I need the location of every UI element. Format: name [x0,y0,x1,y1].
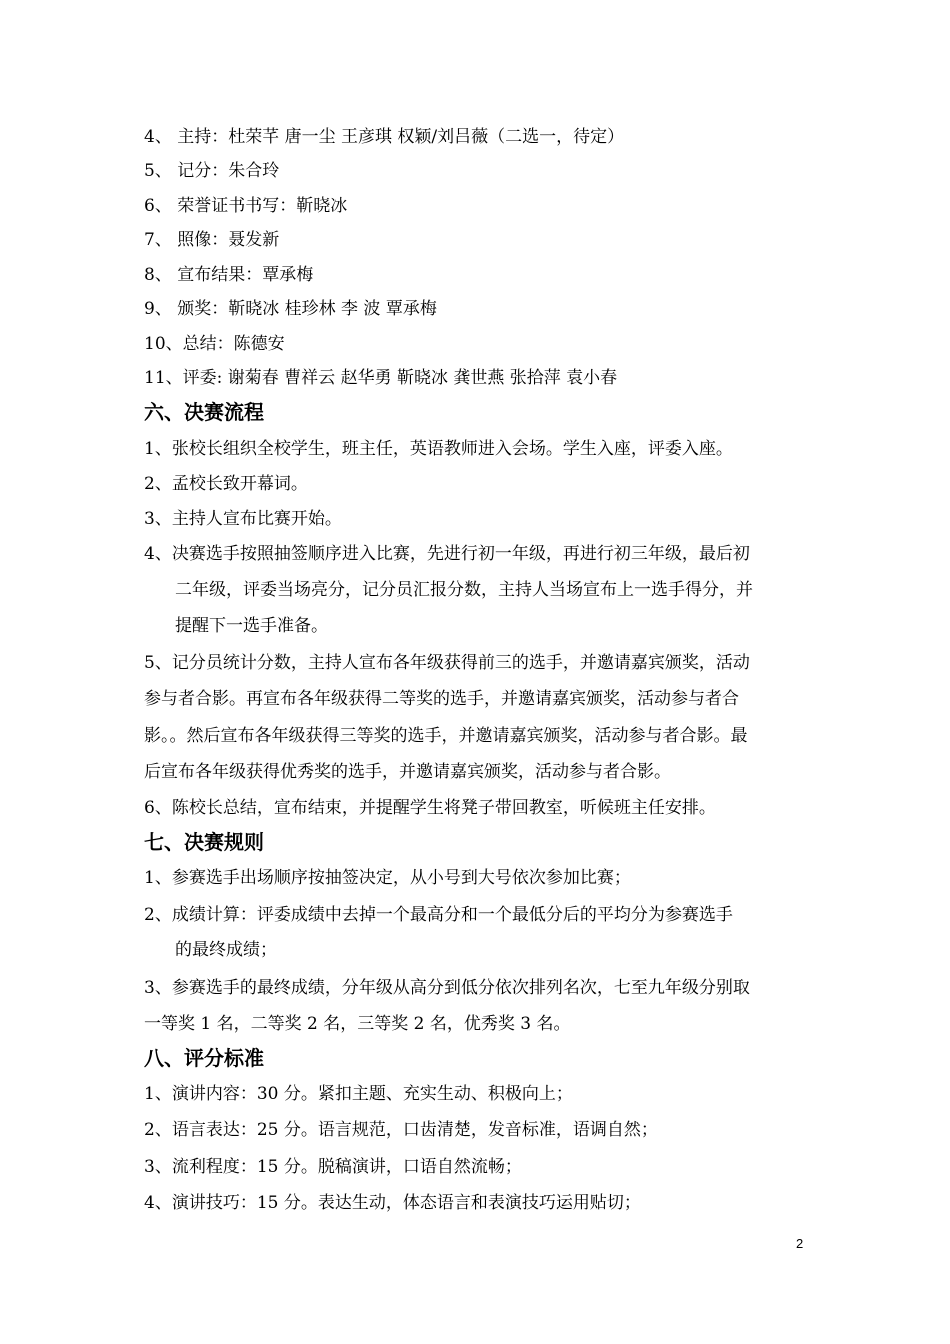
section-heading-scoring-criteria: 八、评分标准 [144,1046,264,1070]
list-item-continuation: 提醒下一选手准备。 [175,616,328,636]
list-item: 1、演讲内容：30 分。紧扣主题、充实生动、积极向上； [144,1084,573,1104]
list-item: 4、演讲技巧：15 分。表达生动，体态语言和表演技巧运用贴切； [144,1193,641,1213]
staff-item-judges: 11、评委: 谢菊春 曹祥云 赵华勇 靳晓冰 龚世燕 张拾萍 袁小春 [144,368,618,388]
list-item: 2、成绩计算：评委成绩中去掉一个最高分和一个最低分后的平均分为参赛选手 [144,905,733,925]
list-item: 1、张校长组织全校学生，班主任，英语教师进入会场。学生入座，评委入座。 [144,439,733,459]
list-item-continuation: 参与者合影。再宣布各年级获得二等奖的选手，并邀请嘉宾颁奖，活动参与者合 [144,689,739,709]
list-item: 3、流利程度：15 分。脱稿演讲，口语自然流畅； [144,1157,522,1177]
list-item: 4、决赛选手按照抽签顺序进入比赛，先进行初一年级，再进行初三年级，最后初 [144,544,750,564]
staff-item-award: 9、 颁奖：靳晓冰 桂珍林 李 波 覃承梅 [144,299,437,319]
staff-item-host: 4、 主持：杜荣芊 唐一尘 王彦琪 权颖/刘吕薇（二选一，待定） [144,127,625,147]
staff-item-summary: 10、总结：陈德安 [144,334,285,354]
staff-item-certificate: 6、 荣誉证书书写：靳晓冰 [144,196,348,216]
list-item-continuation: 的最终成绩； [175,940,277,960]
list-item-continuation: 二年级，评委当场亮分，记分员汇报分数，主持人当场宣布上一选手得分，并 [175,580,753,600]
section-heading-final-rules: 七、决赛规则 [144,830,264,854]
list-item-continuation: 一等奖 1 名，二等奖 2 名，三等奖 2 名，优秀奖 3 名。 [144,1014,571,1034]
list-item-continuation: 后宣布各年级获得优秀奖的选手，并邀请嘉宾颁奖，活动参与者合影。 [144,762,671,782]
list-item: 1、参赛选手出场顺序按抽签决定，从小号到大号依次参加比赛； [144,868,631,888]
page-number: 2 [796,1236,804,1251]
list-item: 2、孟校长致开幕词。 [144,474,308,494]
staff-item-photo: 7、 照像：聂发新 [144,230,280,250]
list-item: 3、主持人宣布比赛开始。 [144,509,342,529]
list-item: 5、记分员统计分数，主持人宣布各年级获得前三的选手，并邀请嘉宾颁奖，活动 [144,653,750,673]
list-item: 3、参赛选手的最终成绩，分年级从高分到低分依次排列名次，七至九年级分别取 [144,978,750,998]
list-item: 6、陈校长总结，宣布结束，并提醒学生将凳子带回教室，听候班主任安排。 [144,798,716,818]
staff-item-scorer: 5、 记分：朱合玲 [144,161,280,181]
staff-item-announce: 8、 宣布结果：覃承梅 [144,265,314,285]
section-heading-final-process: 六、决赛流程 [144,400,264,424]
list-item-continuation: 影。。然后宣布各年级获得三等奖的选手，并邀请嘉宾颁奖，活动参与者合影。最 [144,726,748,746]
list-item: 2、语言表达：25 分。语言规范，口齿清楚，发音标准，语调自然； [144,1120,658,1140]
